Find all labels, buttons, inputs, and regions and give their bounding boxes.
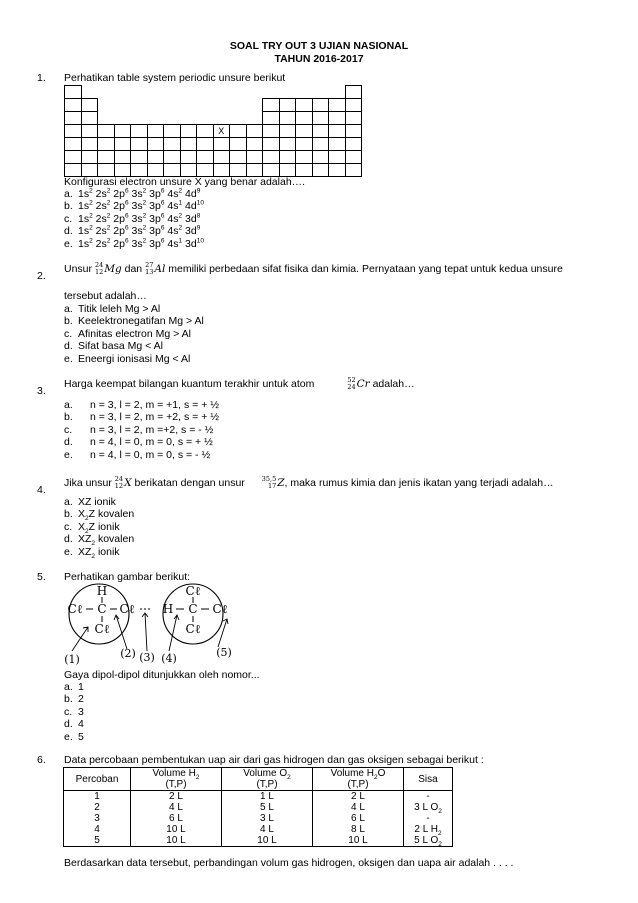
atom-h-left: H [96,584,108,598]
pt-cell [98,151,115,164]
table-cell: 2 L $H_2$ [404,824,453,835]
pt-cell [279,125,296,138]
pt-cell [345,99,362,112]
pt-gap [98,99,115,112]
pt-gap [131,86,148,99]
pt-cell [246,138,263,151]
table-cell: 4 [64,824,131,835]
atom-c-right: C [188,602,198,616]
doc-subtitle: TAHUN 2016-2017 [274,53,364,65]
table-row [64,813,453,824]
option-q2-a: a. Titik leleh Mg > Al [64,303,161,315]
molecule-figure [60,583,260,667]
pt-cell [147,151,164,164]
pt-cell [81,99,98,112]
pt-cell [312,99,329,112]
table-cell: 4 L [313,802,404,813]
pt-gap [296,86,313,99]
pt-cell [296,164,313,177]
pt-cell [279,164,296,177]
pt-cell [197,151,214,164]
pt-cell [131,164,148,177]
option-q1-c: c. $1s^2$ $2s^2$ $2p^6$ $3s^2$ $3p^6$ $4s^2$ $3d^8$ [64,212,201,225]
q2-number: 2. [37,270,46,282]
pt-cell [329,164,346,177]
pt-cell [65,125,82,138]
option-q1-e: e. $1s^2$ $2s^2$ $2p^6$ $3s^2$ $3p^6$ $4s^1$ $3d^{10}$ [64,237,204,250]
pt-cell [147,164,164,177]
option-q2-c: c. Afinitas electron Mg > Al [64,327,191,340]
pt-gap [131,112,148,125]
pt-cell [312,151,329,164]
pt-cell [98,138,115,151]
pt-cell [180,125,197,138]
pt-cell [230,151,247,164]
pt-cell [279,138,296,151]
option-q1-b: b. $1s^2$ $2s^2$ $2p^6$ $3s^2$ $3p^6$ $4s^1$ $4d^{10}$ [64,199,204,213]
pt-cell [263,112,280,125]
table-cell: 8 L [313,824,404,835]
q3-text: Harga keempat bilangan kuantum terakhir untuk atom 52 24Cr adalah… [64,376,415,391]
table-cell: 6 L [131,813,222,824]
pt-cell [279,112,296,125]
nuclide-x: 24 12X [114,475,132,490]
q6-question: Berdasarkan data tersebut, perbandingan volum gas hidrogen, oksigen dan uapa air adalah . . . . [64,857,514,869]
pt-cell [164,125,181,138]
pt-gap [180,99,197,112]
option-q5-b: b. 2 [64,693,84,706]
col-header: Percoban [64,768,131,791]
pt-gap [213,99,230,112]
experiment-table [63,767,453,847]
option-q4-c: c. $X_2Z$ ionik [64,520,120,535]
table-header-row [64,768,453,791]
pt-cell [65,151,82,164]
table-cell: 10 L [313,835,404,847]
pt-cell [263,164,280,177]
pt-cell [147,138,164,151]
atom-c-left: C [97,602,107,616]
q3-number: 3. [37,385,46,397]
label-5: (5) [216,646,232,659]
pt-cell [329,112,346,125]
atom-cl-right-2: Cℓ [212,602,228,616]
pt-cell [197,164,214,177]
pt-cell [65,138,82,151]
q4-text: Jika unsur 24 12X berikatan dengan unsur 35,5 17Z, maka rumus kimia dan jenis ikatan yang terjadi adalah… [64,475,554,490]
pt-gap [246,99,263,112]
pt-cell [296,112,313,125]
nuclide-mg: 24 12Mg [94,261,122,276]
option-q5-d: d. 4 [64,718,84,731]
pt-gap [213,86,230,99]
q5-number: 5. [37,571,46,583]
pt-cell [131,138,148,151]
pt-cell [164,138,181,151]
pt-cell [345,125,362,138]
pt-gap [164,99,181,112]
pt-cell [197,138,214,151]
pt-cell [81,151,98,164]
option-q4-e: e. $XZ_2$ ionik [64,545,120,560]
pt-cell [114,151,131,164]
table-cell: 10 L [131,835,222,847]
pt-cell-x: X [213,125,230,138]
col-header: Volume $O_2$ (T,P) [222,768,313,791]
pt-cell [230,138,247,151]
table-cell: 5 L [222,802,313,813]
pt-gap [263,86,280,99]
option-q4-b: b. $X_2Z$ kovalen [64,508,135,523]
table-row [64,802,453,813]
pt-cell [81,138,98,151]
nuclide-z: 35,5 17Z [261,475,285,490]
pt-gap [180,112,197,125]
pt-gap [246,86,263,99]
pt-cell [114,138,131,151]
pt-cell [345,151,362,164]
nuclide-al: 27 13Al [145,261,166,276]
pt-cell [98,164,115,177]
option-q1-d: d. $1s^2$ $2s^2$ $2p^6$ $3s^2$ $3p^6$ $4s^2$ $3d^9$ [64,224,201,238]
atom-h-right: H [162,602,174,616]
pt-cell [98,125,115,138]
table-cell: 10 L [222,835,313,847]
table-cell: 5 [64,835,131,847]
pt-cell [81,112,98,125]
table-row [64,791,453,803]
q5-question: Gaya dipol-dipol ditunjukkan oleh nomor... [64,669,260,681]
pt-gap [230,112,247,125]
option-q1-a: a. $1s^2$ $2s^2$ $2p^6$ $3s^2$ $3p^6$ $4s^2$ $4d^9$ [64,187,201,200]
pt-gap [81,86,98,99]
pt-cell [312,164,329,177]
table-cell: 1 L [222,791,313,803]
pt-gap [98,86,115,99]
option-q5-a: a. 1 [64,681,84,693]
pt-gap [147,112,164,125]
option-q4-a: a. XZ ionik [64,496,116,508]
pt-gap [114,99,131,112]
option-q5-e: e. 5 [64,730,84,743]
option-q5-c: c. 3 [64,705,84,718]
pt-cell [65,164,82,177]
pt-cell [296,99,313,112]
table-cell: - [404,791,453,803]
pt-gap [114,86,131,99]
pt-cell [345,164,362,177]
q1-text: Perhatikan table system periodic unsure berikut [64,72,286,84]
periodic-table-grid [64,85,362,177]
label-4: (4) [161,652,177,665]
pt-cell [180,138,197,151]
col-header: Sisa [404,768,453,791]
option-q3-b: b. n = 3, l = 2, m = +2, s = + ½ [64,411,219,424]
pt-cell [263,125,280,138]
atom-cl-left-2: Cℓ [119,602,135,616]
pt-cell [180,164,197,177]
pt-cell [246,151,263,164]
pt-cell [279,99,296,112]
pt-cell [296,125,313,138]
pt-cell [131,125,148,138]
pt-gap [329,86,346,99]
option-q2-b: b. Keelektronegatifan Mg > Al [64,315,204,328]
pt-gap [230,86,247,99]
pt-cell [81,125,98,138]
atom-cl-left-3: Cℓ [94,622,110,636]
pt-cell [164,164,181,177]
label-3: (3) [139,651,155,664]
q2-text: Unsur 24 12Mg dan 27 13Al memiliki perbedaan sifat fisika dan kimia. Pernyataan yang tepat untuk kedua unsure [64,261,563,276]
pt-gap [230,99,247,112]
label-2: (2) [120,647,136,660]
pt-cell [329,138,346,151]
pt-cell [329,125,346,138]
pt-cell [65,86,82,99]
pt-cell [230,164,247,177]
pt-cell [114,164,131,177]
pt-gap [164,112,181,125]
pt-gap [131,99,148,112]
pt-cell [180,151,197,164]
option-q2-e: e. Eneergi ionisasi Mg < Al [64,352,191,365]
q6-number: 6. [37,754,46,766]
pt-cell [213,151,230,164]
pt-cell [213,138,230,151]
pt-gap [197,112,214,125]
atom-cl-left-1: Cℓ [67,602,83,616]
col-header: Volume $H_2O$ (T,P) [313,768,404,791]
table-cell: 4 L [222,824,313,835]
atom-cl-right-3: Cℓ [185,622,201,636]
pt-cell [147,125,164,138]
pt-gap [147,86,164,99]
pt-cell [279,151,296,164]
table-cell: 2 [64,802,131,813]
pt-cell [263,151,280,164]
pt-cell [312,138,329,151]
pt-cell [345,112,362,125]
table-cell: 4 L [131,802,222,813]
table-cell: 6 L [313,813,404,824]
option-q3-d: d. n = 4, l = 0, m = 0, s = + ½ [64,436,213,449]
pt-gap [312,86,329,99]
pt-cell [246,164,263,177]
pt-cell [296,151,313,164]
pt-cell [213,164,230,177]
pt-gap [279,86,296,99]
table-cell: 3 L [222,813,313,824]
q1-number: 1. [37,72,46,84]
table-row [64,835,453,847]
atom-cl-right-1: Cℓ [185,584,201,598]
pt-cell [345,86,362,99]
pt-gap [246,112,263,125]
pt-cell [296,138,313,151]
q5-text: Perhatikan gambar berikut: [64,571,191,583]
pt-cell [263,99,280,112]
pt-cell [312,125,329,138]
pt-cell [312,112,329,125]
pt-gap [164,86,181,99]
pt-cell [246,125,263,138]
pt-cell [164,151,181,164]
doc-title: SOAL TRY OUT 3 UJIAN NASIONAL [229,40,409,52]
label-1: (1) [64,653,80,666]
option-q4-d: d. $XZ_2$ kovalen [64,533,135,548]
option-q3-a: a. n = 3, l = 2, m = +1, s = + ½ [64,399,219,411]
q4-number: 4. [37,484,46,496]
option-q3-e: e. n = 4, l = 0, m = 0, s = - ½ [64,448,211,461]
col-header: Volume $H_2$ (T,P) [131,768,222,791]
table-cell: 2 L [131,791,222,803]
table-cell: 3 L $O_2$ [404,802,453,813]
nuclide-cr: 52 24Cr [347,376,370,391]
option-q3-c: c. n = 3, l = 2, m =+2, s = - ½ [64,423,214,436]
table-row [64,824,453,835]
q2-text-line2: tersebut adalah… [64,290,147,302]
table-cell: 5 L $O_2$ [404,835,453,847]
pt-cell [329,99,346,112]
pt-gap [98,112,115,125]
pt-cell [81,164,98,177]
table-cell: 10 L [131,824,222,835]
table-cell: 2 L [313,791,404,803]
pt-cell [131,151,148,164]
pt-gap [213,112,230,125]
pt-cell [65,112,82,125]
table-cell: 1 [64,791,131,803]
q6-text: Data percobaan pembentukan uap air dari gas hidrogen dan gas oksigen sebagai berikut : [64,754,484,766]
pt-cell [197,125,214,138]
pt-cell [263,138,280,151]
pt-gap [147,99,164,112]
pt-gap [197,86,214,99]
table-cell: - [404,813,453,824]
pt-cell [230,125,247,138]
pt-cell [329,151,346,164]
pt-cell [114,125,131,138]
pt-gap [197,99,214,112]
option-q2-d: d. Sifat basa Mg < Al [64,340,163,353]
pt-cell [345,138,362,151]
pt-gap [114,112,131,125]
q1-question: Konfigurasi electron unsure X yang benar adalah…. [64,176,306,188]
table-cell: 3 [64,813,131,824]
pt-gap [180,86,197,99]
pt-cell [65,99,82,112]
